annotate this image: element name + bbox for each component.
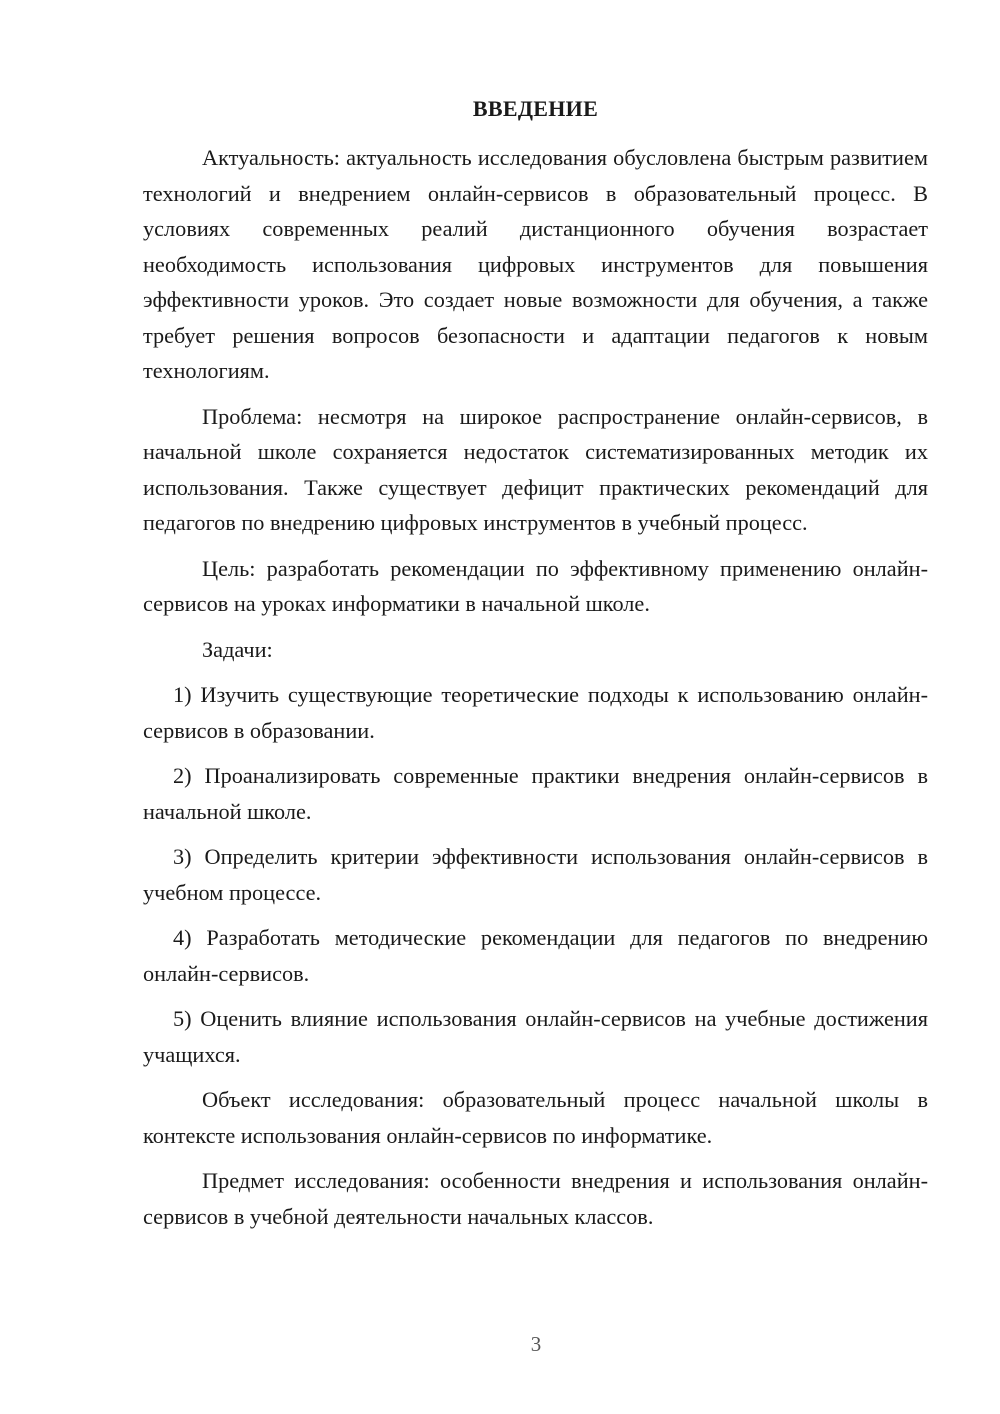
relevance-paragraph: Актуальность: актуальность исследования обусловлена быстрым развитием технологий и внедрением онлайн-сервисов в образовательный процесс. В условиях современных реалий дистанционного обучения возрастает необходимость использования цифровых инструментов для повышения эффективности уроков. Это создает новые возможности для обучения, а также требует решения вопросов безопасности и адаптации педагогов к новым технологиям. (143, 145, 928, 383)
problem-paragraph: Проблема: несмотря на широкое распространение онлайн-сервисов, в начальной школе сохраняется недостаток систематизированных методик их использования. Также существует дефицит практических рекомендаций для педагогов по внедрению цифровых инструментов в учебный процесс. (143, 403, 928, 535)
subject-paragraph: Предмет исследования: особенности внедрения и использования онлайн-сервисов в учебной деятельности начальных классов. (143, 1168, 928, 1229)
task-item-1: 1) Изучить существующие теоретические подходы к использованию онлайн-сервисов в образовании. (143, 682, 928, 743)
page-number: 3 (530, 1332, 542, 1356)
tasks-label: Задачи: (202, 636, 273, 662)
section-heading: ВВЕДЕНИЕ (472, 96, 599, 121)
task-item-2: 2) Проанализировать современные практики внедрения онлайн-сервисов в начальной школе. (143, 763, 928, 824)
task-item-4: 4) Разработать методические рекомендации для педагогов по внедрению онлайн-сервисов. (143, 925, 928, 986)
object-paragraph: Объект исследования: образовательный процесс начальной школы в контексте использования онлайн-сервисов по информатике. (143, 1087, 928, 1148)
goal-paragraph: Цель: разработать рекомендации по эффективному применению онлайн-сервисов на уроках информатики в начальной школе. (143, 555, 928, 616)
task-item-3: 3) Определить критерии эффективности использования онлайн-сервисов в учебном процессе. (143, 844, 928, 905)
task-item-5: 5) Оценить влияние использования онлайн-сервисов на учебные достижения учащихся. (143, 1006, 928, 1067)
document-page (143, 94, 928, 1244)
